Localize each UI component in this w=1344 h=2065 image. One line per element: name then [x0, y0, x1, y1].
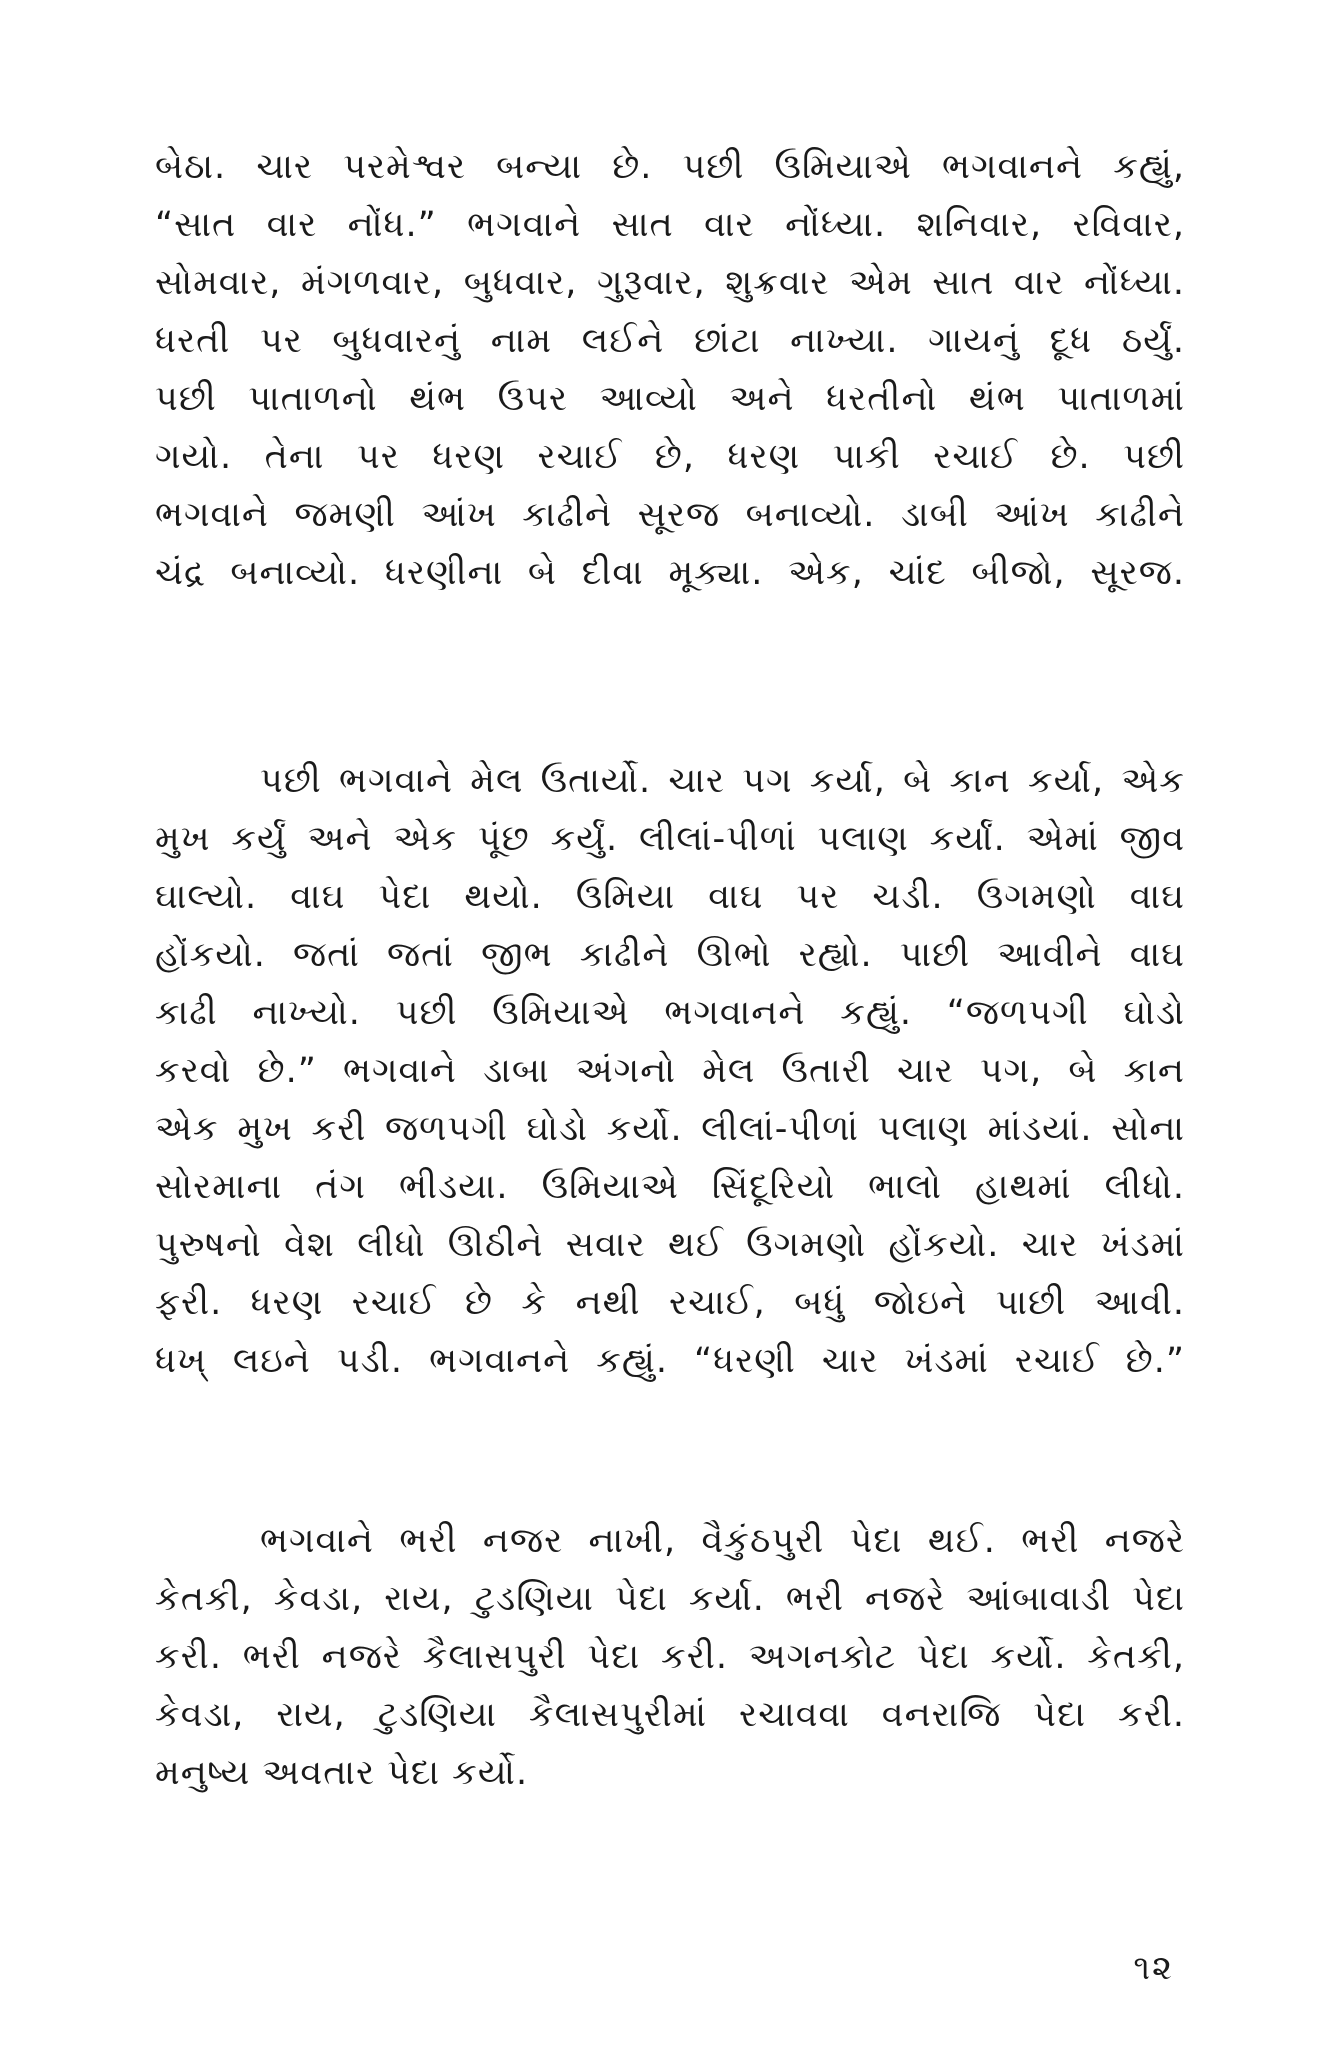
text-line: ઘાલ્યો. વાઘ પેદા થયો. ઉમિયા વાઘ પર ચડી. ઉગમણો વાઘ [155, 877, 1185, 917]
text-line: કરવો છે.” ભગવાને ડાબા અંગનો મેલ ઉતારી ચાર પગ, બે કાન [155, 1051, 1185, 1091]
paragraph-3 [155, 1512, 1185, 1802]
paragraph-2 [155, 752, 1185, 1390]
text-line: કેવડા, રાય, ટુડણિયા કૈલાસપુરીમાં રચાવવા વનરાજિ પેદા કરી. [155, 1695, 1185, 1735]
text-line: ધરતી પર બુધવારનું નામ લઈને છાંટા નાખ્યા. ગાયનું દૂધ ઠર્યું. [155, 321, 1185, 361]
text-line: મનુષ્ય અવતાર પેદા કર્યો. [155, 1753, 529, 1793]
text-line: ફરી. ધરણ રચાઈ છે કે નથી રચાઈ, બધું જોઇને પાછી આવી. [155, 1283, 1185, 1323]
text-line: એક મુખ કરી જળપગી ઘોડો કર્યો. લીલાં-પીળાં પલાણ માંડયાં. સોના [155, 1109, 1185, 1149]
text-line: કાઢી નાખ્યો. પછી ઉમિયાએ ભગવાનને કહ્યું. “જળપગી ઘોડો [155, 993, 1185, 1033]
text-line: ભગવાને જમણી આંખ કાઢીને સૂરજ બનાવ્યો. ડાબી આંખ કાઢીને [155, 495, 1185, 535]
page-number: ૧૨ [1133, 1948, 1174, 1988]
text-line: પછી પાતાળનો થંભ ઉપર આવ્યો અને ધરતીનો થંભ પાતાળમાં [155, 379, 1185, 419]
text-line: ભગવાને ભરી નજર નાખી, વૈકુંઠપુરી પેદા થઈ. ભરી નજરે [260, 1521, 1185, 1561]
text-line: ચંદ્ર બનાવ્યો. ધરણીના બે દીવા મૂક્યા. એક, ચાંદ બીજો, સૂરજ. [155, 553, 1185, 593]
paragraph-1 [155, 138, 1185, 602]
text-line: ધખ્ લઇને પડી. ભગવાનને કહ્યું. “ધરણી ચાર ખંડમાં રચાઈ છે.” [155, 1341, 1185, 1381]
text-line: મુખ કર્યું અને એક પૂંછ કર્યું. લીલાં-પીળાં પલાણ કર્યાં. એમાં જીવ [155, 819, 1185, 859]
text-line: સોરમાના તંગ ભીડયા. ઉમિયાએ સિંદૂરિયો ભાલો હાથમાં લીધો. [155, 1167, 1185, 1207]
text-line: કરી. ભરી નજરે કૈલાસપુરી પેદા કરી. અગનકોટ પેદા કર્યો. કેતકી, [155, 1637, 1185, 1677]
text-line: ગયો. તેના પર ધરણ રચાઈ છે, ધરણ પાકી રચાઈ છે. પછી [155, 437, 1185, 477]
text-line: સોમવાર, મંગળવાર, બુધવાર, ગુરૂવાર, શુક્રવાર એમ સાત વાર નોંધ્યા. [155, 263, 1185, 303]
text-line: પુરુષનો વેશ લીધો ઊઠીને સવાર થઈ ઉગમણો હોંકયો. ચાર ખંડમાં [155, 1225, 1185, 1265]
text-line: “સાત વાર નોંધ.” ભગવાને સાત વાર નોંધ્યા. શનિવાર, રવિવાર, [155, 205, 1185, 245]
text-line: કેતકી, કેવડા, રાય, ટુડણિયા પેદા કર્યા. ભરી નજરે આંબાવાડી પેદા [155, 1579, 1185, 1619]
text-line: પછી ભગવાને મેલ ઉતાર્યો. ચાર પગ કર્યા, બે કાન કર્યા, એક [260, 761, 1185, 801]
text-line: બેઠા. ચાર પરમેશ્વર બન્યા છે. પછી ઉમિયાએ ભગવાનને કહ્યું, [155, 147, 1185, 187]
text-line: હોંકયો. જતાં જતાં જીભ કાઢીને ઊભો રહ્યો. પાછી આવીને વાઘ [155, 935, 1185, 975]
